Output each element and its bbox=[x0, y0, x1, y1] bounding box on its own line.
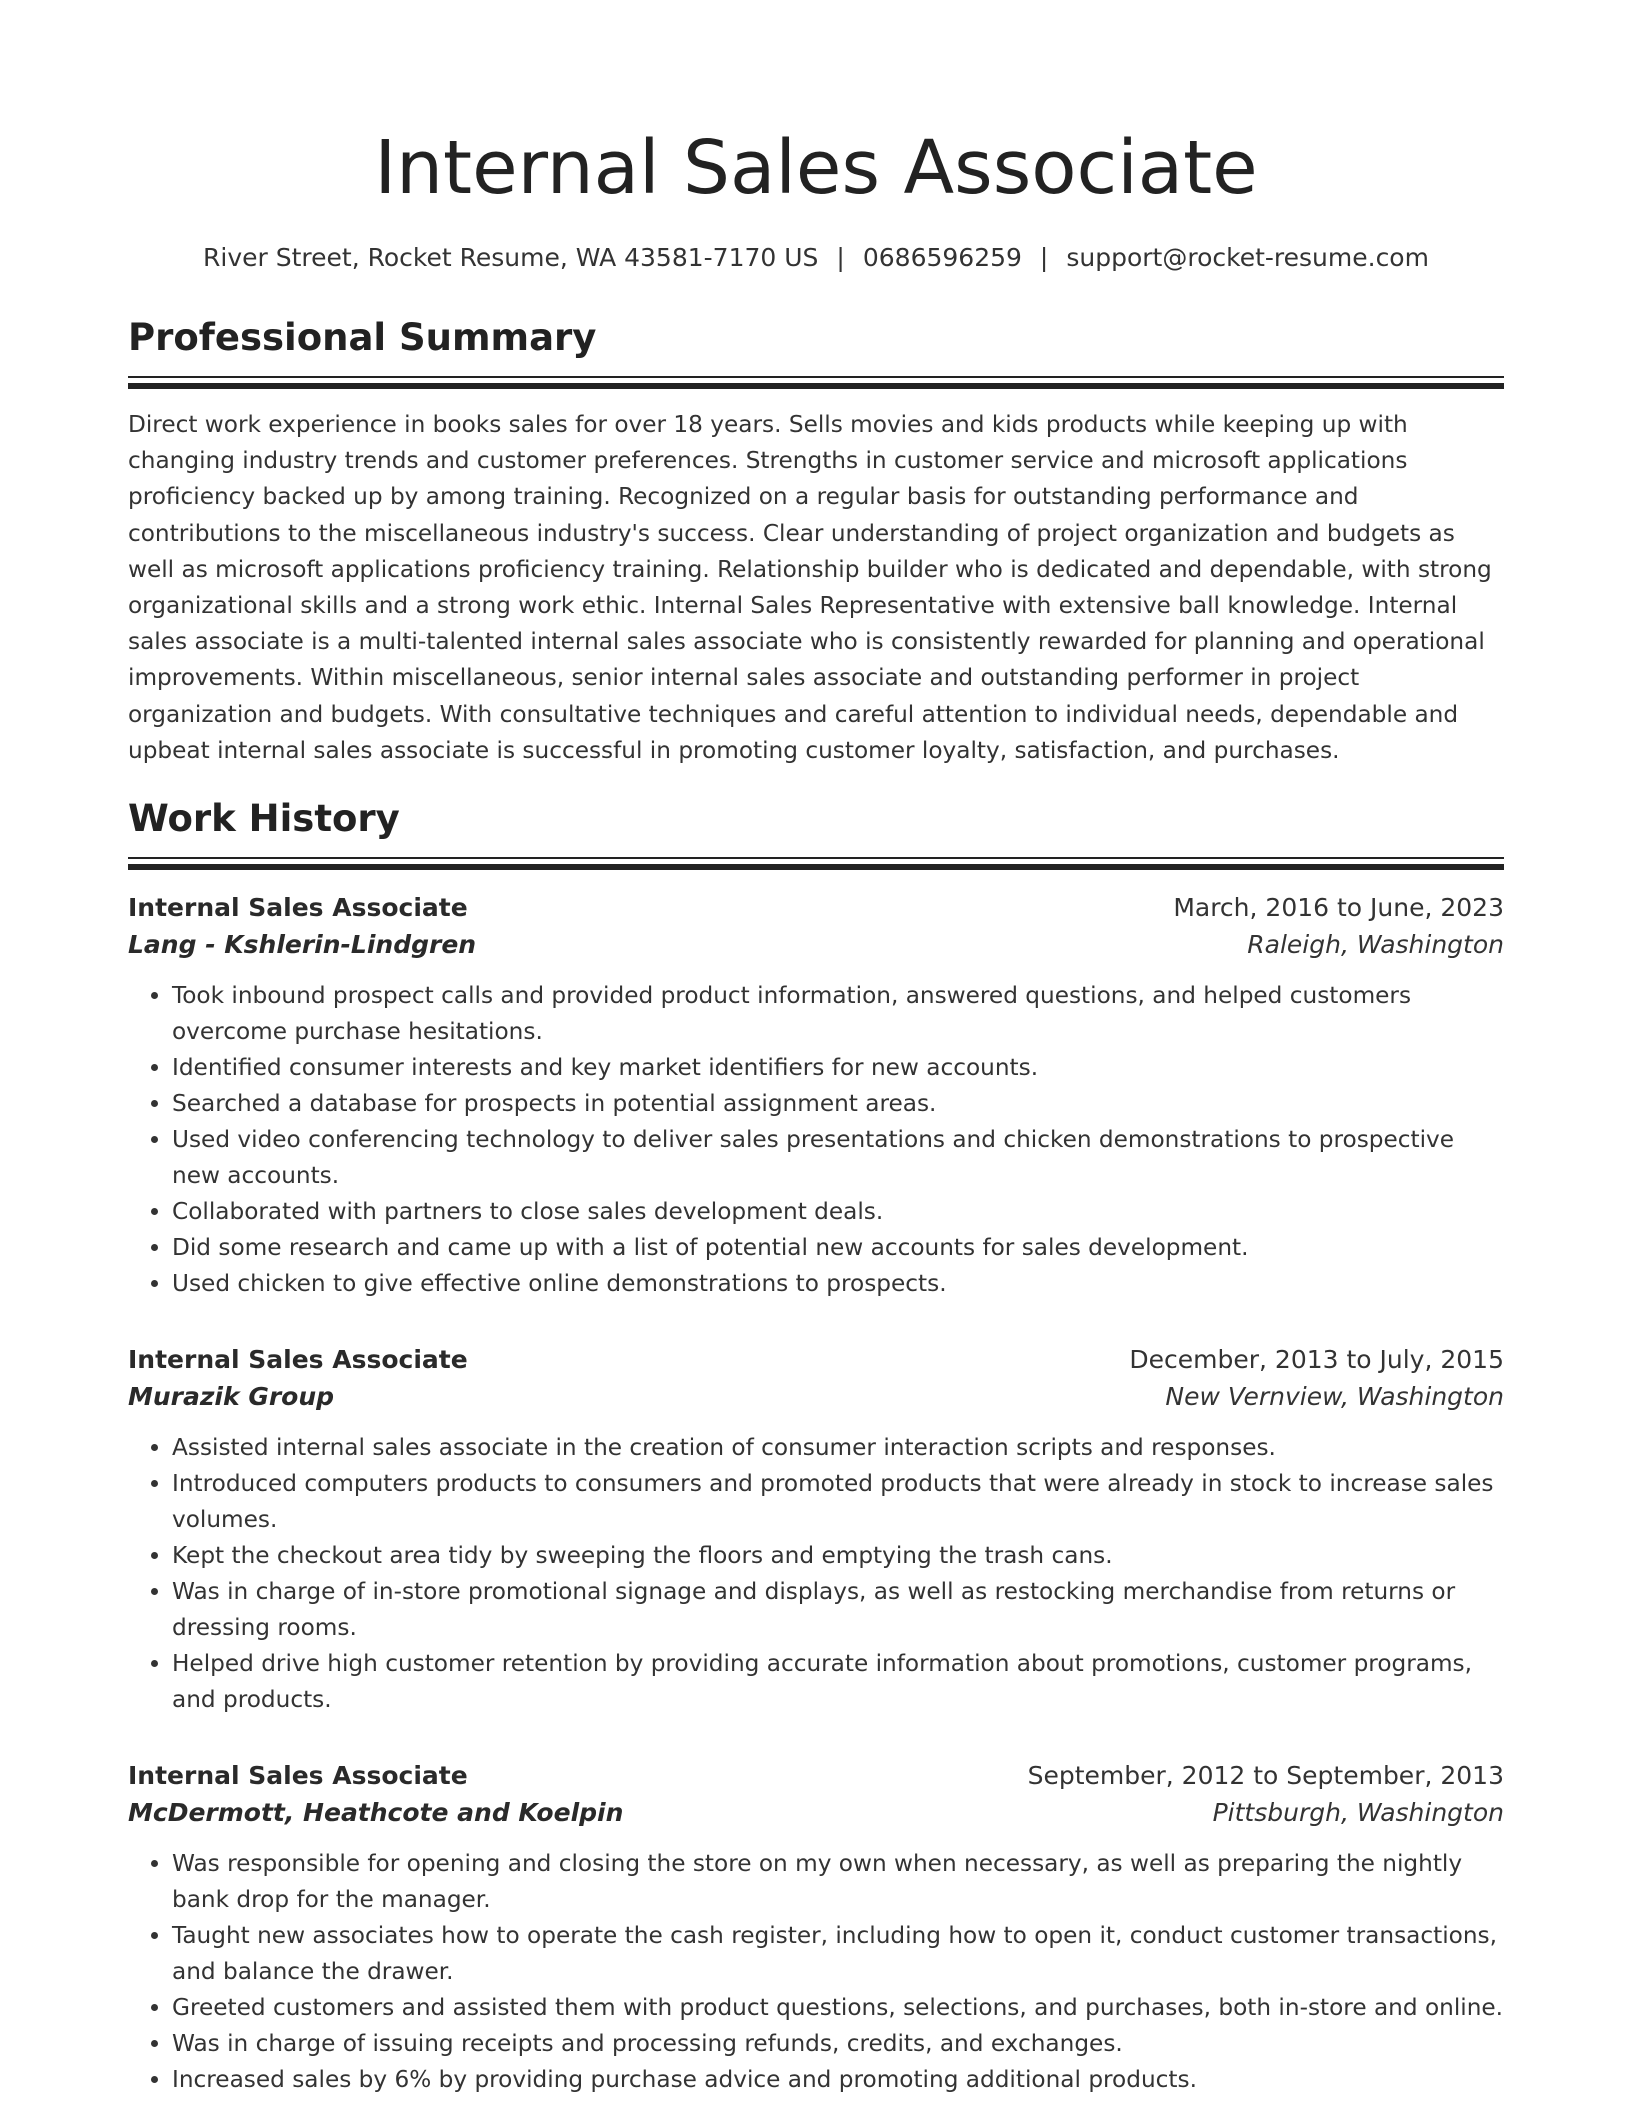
contact-line bbox=[128, 242, 1504, 274]
list-item: • Greeted customers and assisted them with product questions, selections, and purchases, both in-store and online. bbox=[172, 1990, 1504, 2026]
list-item: • Introduced computers products to consumers and promoted products that were already in stock to increase sales volumes. bbox=[172, 1466, 1504, 1538]
list-item: • Was responsible for opening and closing the store on my own when necessary, as well as preparing the nightly bank drop for the manager. bbox=[172, 1846, 1504, 1918]
job-location: New Vernview, Washington bbox=[1165, 1382, 1504, 1412]
list-item: • Used video conferencing technology to deliver sales presentations and chicken demonstrations to prospective new accounts. bbox=[172, 1122, 1504, 1194]
list-item: • Identified consumer interests and key market identifiers for new accounts. bbox=[172, 1050, 1504, 1086]
job-entry bbox=[128, 1758, 1504, 2098]
section-divider bbox=[128, 864, 1504, 870]
list-item: • Taught new associates how to operate the cash register, including how to open it, conduct customer transactions, and balance the drawer. bbox=[172, 1918, 1504, 1990]
list-item: • Did some research and came up with a list of potential new accounts for sales development. bbox=[172, 1230, 1504, 1266]
contact-separator: | bbox=[1039, 243, 1049, 272]
job-title: Internal Sales Associate bbox=[128, 1761, 468, 1791]
section-divider bbox=[128, 383, 1504, 389]
job-location: Raleigh, Washington bbox=[1247, 930, 1504, 960]
job-dates: September, 2012 to September, 2013 bbox=[1027, 1761, 1504, 1791]
list-item: • Took inbound prospect calls and provided product information, answered questions, and helped customers overcome purchase hesitations. bbox=[172, 978, 1504, 1050]
section-divider bbox=[128, 376, 1504, 378]
work-history-section bbox=[128, 795, 1504, 2098]
section-divider bbox=[128, 857, 1504, 859]
job-dates: March, 2016 to June, 2023 bbox=[1173, 893, 1504, 923]
summary-text: Direct work experience in books sales for over 18 years. Sells movies and kids products while keeping up with changing industry trends and customer preferences. Strengths in customer service and microsoft applications proficiency backed up by among training. Recognized on a regular basis for outstanding performance and contributions to the miscellaneous industry's success. Clear understanding of project organization and budgets as well as microsoft applications proficiency training. Relationship builder who is dedicated and dependable, with strong organizational skills and a strong work ethic. Internal Sales Representative with extensive ball knowledge. Internal sales associate is a multi-talented internal sales associate who is consistently rewarded for planning and operational improvements. Within miscellaneous, senior internal sales associate and outstanding performer in project organization and budgets. With consultative techniques and careful attention to individual needs, dependable and upbeat internal sales associate is successful in promoting customer loyalty, satisfaction, and purchases. bbox=[128, 411, 1492, 764]
section-title-summary: Professional Summary bbox=[128, 316, 597, 359]
list-item: • Helped drive high customer retention by providing accurate information about promotions, customer programs, and products. bbox=[172, 1646, 1504, 1718]
list-item: • Assisted internal sales associate in the creation of consumer interaction scripts and responses. bbox=[172, 1430, 1504, 1466]
contact-address: River Street, Rocket Resume, WA 43581-7170 US bbox=[203, 243, 819, 272]
job-company: Murazik Group bbox=[128, 1382, 335, 1412]
list-item: • Increased sales by 6% by providing purchase advice and promoting additional products. bbox=[172, 2062, 1504, 2098]
job-duties-list bbox=[128, 978, 1504, 1302]
job-company: McDermott, Heathcote and Koelpin bbox=[128, 1798, 624, 1828]
job-duties-list bbox=[128, 1846, 1504, 2098]
job-title: Internal Sales Associate bbox=[128, 1345, 468, 1375]
list-item: • Was in charge of in-store promotional signage and displays, as well as restocking merchandise from returns or dressing rooms. bbox=[172, 1574, 1504, 1646]
contact-separator: | bbox=[836, 243, 845, 272]
job-entry bbox=[128, 890, 1504, 1302]
list-item: • Searched a database for prospects in potential assignment areas. bbox=[172, 1086, 1504, 1122]
list-item: • Used chicken to give effective online demonstrations to prospects. bbox=[172, 1266, 1504, 1302]
job-location: Pittsburgh, Washington bbox=[1212, 1798, 1504, 1828]
section-title-work-history: Work History bbox=[128, 797, 400, 841]
contact-phone: 0686596259 bbox=[862, 243, 1022, 272]
resume-page bbox=[128, 118, 1504, 2098]
job-dates: December, 2013 to July, 2015 bbox=[1129, 1345, 1504, 1375]
list-item: • Collaborated with partners to close sales development deals. bbox=[172, 1194, 1504, 1230]
job-company: Lang - Kshlerin-Lindgren bbox=[128, 930, 477, 960]
contact-email: support@rocket-resume.com bbox=[1066, 243, 1429, 272]
list-item: • Kept the checkout area tidy by sweeping the floors and emptying the trash cans. bbox=[172, 1538, 1504, 1574]
list-item: • Was in charge of issuing receipts and processing refunds, credits, and exchanges. bbox=[172, 2026, 1504, 2062]
resume-name: Internal Sales Associate bbox=[374, 125, 1258, 211]
job-duties-list bbox=[128, 1430, 1504, 1718]
job-title: Internal Sales Associate bbox=[128, 893, 468, 923]
professional-summary-section bbox=[128, 314, 1504, 769]
job-entry bbox=[128, 1342, 1504, 1718]
